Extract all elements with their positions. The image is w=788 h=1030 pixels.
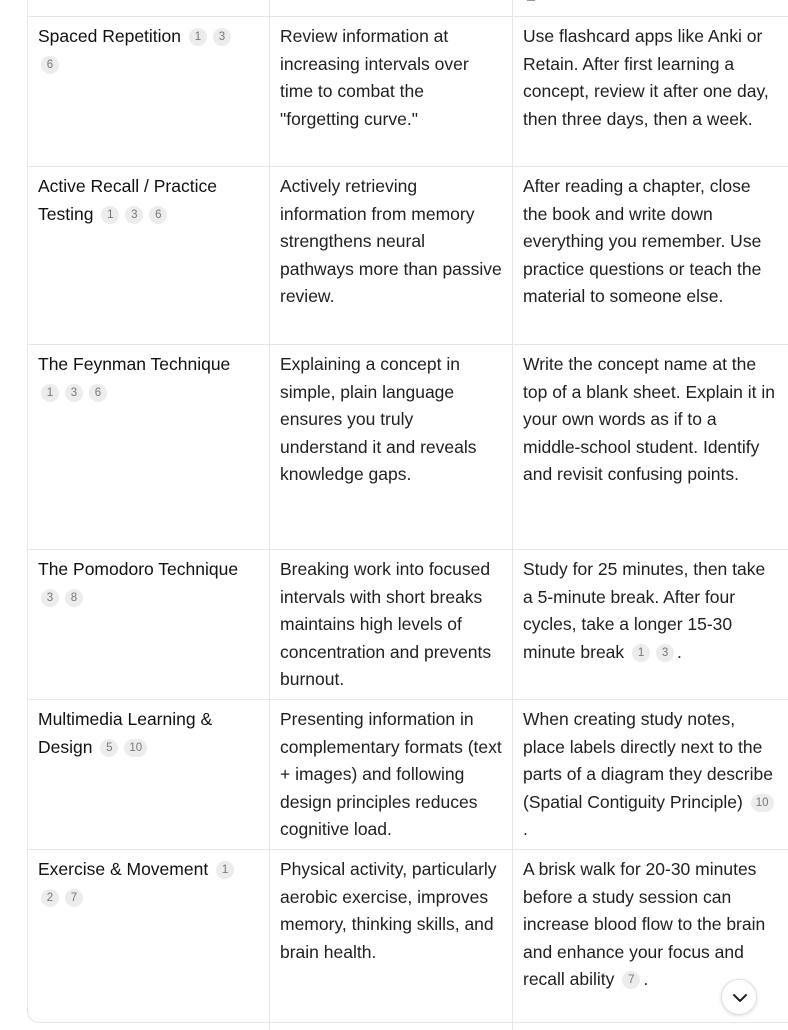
example-text: When creating study notes, place labels directly next to the parts of a diagram they describe (Spatial Contiguity Principle) [523,709,773,812]
example-cell [513,550,788,699]
citation-badge[interactable]: 7 [622,971,640,989]
citation-badge[interactable]: 5 [100,739,118,757]
table-row [28,17,788,167]
description-cell: Explaining a concept in simple, plain language ensures you truly understand it and reveals knowledge gaps. [270,345,513,549]
citation-badge[interactable]: 8 [65,589,83,607]
example-text: Use flashcard apps like Anki or Retain. After first learning a concept, review it after one day, then three days, then a week. [523,26,769,129]
table-row [28,850,788,1030]
citation-badge[interactable]: 1 [189,28,207,46]
citation-badge[interactable]: 1 [216,861,234,879]
table-row [28,345,788,550]
example-cell [513,345,788,549]
citation-badge[interactable]: 10 [124,739,147,757]
technique-cell [28,345,270,549]
technique-name: Spaced Repetition [38,26,182,46]
citation-badge[interactable]: 1 [41,384,59,402]
table-row [28,550,788,700]
citation-badge[interactable]: 1 [101,206,119,224]
citation-badge[interactable]: 3 [125,206,143,224]
description-cell: Actively retrieving information from memory strengthens neural pathways more than passive review. [270,167,513,344]
citation-badge[interactable]: 6 [89,384,107,402]
example-text: Write the concept name at the top of a blank sheet. Explain it in your own words as if to a middle-school student. Identify and revisit confusing points. [523,354,775,484]
example-text: A brisk walk for 20-30 minutes before a study session can increase blood flow to the brain and enhance your focus and recall ability [523,859,766,989]
example-cell [513,700,788,849]
study-techniques-table [27,0,788,1023]
citation-badge[interactable]: 7 [65,889,83,907]
technique-cell [28,17,270,166]
citation-badge[interactable]: 3 [213,28,231,46]
citation-badge[interactable]: 10 [751,794,774,812]
description-cell: Presenting information in complementary formats (text + images) and following design principles reduces cognitive load. [270,700,513,849]
technique-name: The Pomodoro Technique [38,559,239,579]
description-cell: Review information at increasing intervals over time to combat the "forgetting curve." [270,17,513,166]
table-row [28,167,788,345]
example-suffix: . [643,969,649,989]
description-cell: Physical activity, particularly aerobic exercise, improves memory, thinking skills, and brain health. [270,850,513,1030]
example-suffix: . [677,641,682,662]
citation-badge[interactable]: 2 [41,889,59,907]
citation-badge[interactable]: 3 [65,384,83,402]
description-cell: Breaking work into focused intervals with short breaks maintains high levels of concentration and prevents burnout. [270,550,513,699]
citation-badge[interactable]: 6 [41,56,59,74]
technique-name: Multimedia Learning & Design [38,709,213,757]
technique-cell [28,167,270,344]
citation-badge[interactable]: 3 [41,589,59,607]
previous-row-tail [28,0,788,17]
example-cell [513,17,788,166]
technique-name: Exercise & Movement [38,859,209,879]
clipped-citation-mark [527,0,535,4]
table-row [28,700,788,850]
scroll-down-button[interactable] [721,979,757,1015]
example-text: After reading a chapter, close the book and write down everything you remember. Use practice questions or teach the material to someone else. [523,176,762,306]
example-suffix: . [523,819,528,839]
technique-cell [28,850,270,1030]
citation-badge[interactable]: 6 [149,206,167,224]
citation-badge[interactable]: 1 [632,644,650,662]
example-text: Study for 25 minutes, then take a 5-minute break. After four cycles, take a longer 15-30 minute break [523,559,766,662]
chevron-down-icon [731,991,749,1005]
technique-cell [28,550,270,699]
technique-name: Active Recall / Practice Testing [38,176,217,224]
citation-badge[interactable]: 3 [656,644,674,662]
example-cell [513,167,788,344]
technique-cell [28,700,270,849]
technique-name: The Feynman Technique [38,354,231,374]
